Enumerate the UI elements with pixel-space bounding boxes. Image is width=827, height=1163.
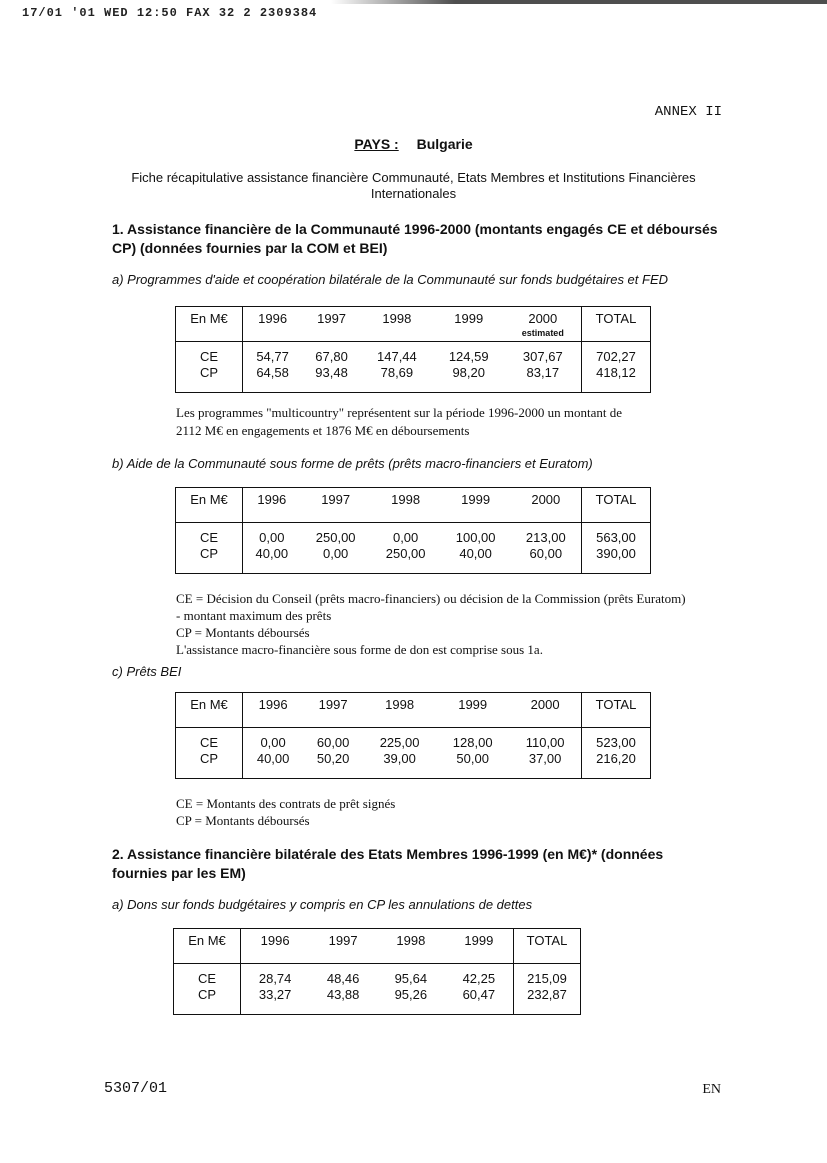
document-subtitle: Fiche récapitulative assistance financière Communauté, Etats Membres et Institutions Financières Internationales	[131, 170, 696, 201]
total-cell: 702,27	[582, 348, 651, 364]
note-multicountry-2: 2112 M€ en engagements et 1876 M€ en déboursements	[176, 423, 470, 438]
table-cell: 67,80	[315, 348, 348, 364]
language-code: EN	[702, 1082, 721, 1097]
row-label: CE	[174, 970, 241, 986]
table-cell: 0,00	[322, 545, 349, 561]
country-label: PAYS :	[354, 136, 399, 152]
table-cell: 60,47	[462, 986, 496, 1002]
table-cell: 28,74	[258, 970, 292, 986]
header-cell: 1997	[309, 929, 377, 964]
table-row	[176, 348, 651, 364]
note-ce-definition: CE = Décision du Conseil (prêts macro-financiers) ou décision de la Commission (prêts Euratom)	[176, 591, 686, 606]
note-cp-definition: CP = Montants déboursés	[176, 625, 310, 640]
country-value: Bulgarie	[416, 136, 473, 152]
table-row	[176, 364, 651, 380]
row-label: CP	[176, 545, 243, 561]
row-label: CE	[176, 734, 243, 750]
header-cell: TOTAL	[514, 929, 581, 964]
header-cell: 1999	[436, 693, 509, 728]
header-cell: 1997	[302, 307, 361, 342]
table-cell: 0,00	[392, 529, 419, 545]
table-cell: 95,26	[394, 986, 428, 1002]
total-cell: 215,09	[514, 970, 581, 986]
header-cell: 1998	[371, 488, 441, 523]
header-cell: TOTAL	[582, 693, 651, 728]
header-cell: En M€	[174, 929, 241, 964]
table-1a	[175, 306, 651, 393]
country-heading	[0, 136, 827, 152]
table-cell: 100,00	[455, 529, 496, 545]
section1b-heading: b) Aide de la Communauté sous forme de prêts (prêts macro-financiers et Euratom)	[112, 456, 593, 471]
table-cell: 42,25	[462, 970, 496, 986]
table-cell: 60,00	[316, 734, 350, 750]
table-cell: 39,00	[383, 750, 416, 766]
table-row	[174, 970, 581, 986]
header-cell: 1996	[243, 693, 304, 728]
header-cell: 1999	[441, 488, 511, 523]
table-cell: 37,00	[528, 750, 562, 766]
header-cell: 1997	[301, 488, 371, 523]
header-year: 2000	[528, 311, 558, 326]
header-cell: En M€	[176, 307, 243, 342]
table-cell: 124,59	[448, 348, 489, 364]
header-cell: 1996	[243, 488, 301, 523]
table-header-row	[176, 488, 651, 523]
total-cell: 418,12	[582, 364, 651, 380]
table-cell: 48,46	[326, 970, 360, 986]
table-cell: 64,58	[256, 364, 289, 380]
row-label: CP	[176, 750, 243, 766]
table-1b	[175, 487, 651, 574]
table-cell: 0,00	[260, 734, 286, 750]
row-label: CE	[176, 529, 243, 545]
table-cell: 33,27	[258, 986, 292, 1002]
document-number: 5307/01	[104, 1080, 168, 1097]
row-label: CP	[176, 364, 243, 380]
table-header-row	[176, 307, 651, 342]
header-cell: 2000	[509, 693, 581, 728]
table-cell: 93,48	[315, 364, 348, 380]
table-cell: 225,00	[379, 734, 420, 750]
table-cell: 50,00	[456, 750, 489, 766]
table-cell: 40,00	[459, 545, 492, 561]
table-2a	[173, 928, 581, 1015]
header-note: estimated	[521, 328, 564, 338]
table-cell: 213,00	[525, 529, 566, 545]
note-ce-loans: CE = Montants des contrats de prêt signés	[176, 796, 396, 811]
header-cell: 1998	[377, 929, 445, 964]
annex-label: ANNEX II	[654, 104, 722, 120]
table-cell: 40,00	[256, 750, 290, 766]
table-row	[176, 529, 651, 545]
header-cell	[505, 307, 582, 342]
total-cell: 232,87	[514, 986, 581, 1002]
header-cell: 1998	[361, 307, 433, 342]
fax-top-border	[0, 0, 827, 4]
header-cell: En M€	[176, 488, 243, 523]
section2a-heading: a) Dons sur fonds budgétaires y compris en CP les annulations de dettes	[112, 897, 533, 912]
table-cell: 250,00	[385, 545, 426, 561]
section1c-heading: c) Prêts BEI	[112, 664, 182, 679]
header-cell: 1996	[241, 929, 310, 964]
header-cell: 1996	[243, 307, 303, 342]
table-header-row	[176, 693, 651, 728]
total-cell: 523,00	[582, 734, 651, 750]
row-label: CP	[174, 986, 241, 1002]
table-cell: 50,20	[316, 750, 350, 766]
table-row	[176, 750, 651, 766]
note-macro-financial: L'assistance macro-financière sous forme de don est comprise sous 1a.	[176, 642, 543, 657]
table-cell: 110,00	[525, 734, 565, 750]
table-cell: 250,00	[315, 529, 356, 545]
table-cell: 83,17	[526, 364, 560, 380]
table-cell: 128,00	[452, 734, 493, 750]
header-cell: 1999	[433, 307, 505, 342]
table-cell: 307,67	[522, 348, 563, 364]
header-cell: 2000	[511, 488, 582, 523]
note-multicountry-1: Les programmes "multicountry" représentent sur la période 1996-2000 un montant de	[176, 405, 622, 420]
total-cell: 216,20	[582, 750, 651, 766]
table-cell: 0,00	[259, 529, 285, 545]
row-label: CE	[176, 348, 243, 364]
table-cell: 40,00	[255, 545, 289, 561]
note-cp-loans: CP = Montants déboursés	[176, 813, 310, 828]
table-row	[174, 986, 581, 1002]
fax-header: 17/01 '01 WED 12:50 FAX 32 2 2309384	[22, 6, 318, 20]
table-cell: 98,20	[452, 364, 485, 380]
table-cell: 78,69	[380, 364, 414, 380]
table-1c	[175, 692, 651, 779]
table-row	[176, 545, 651, 561]
total-cell: 390,00	[582, 545, 651, 561]
section1a-heading: a) Programmes d'aide et coopération bilatérale de la Communauté sur fonds budgétaires et FED	[112, 272, 669, 287]
table-cell: 147,44	[377, 348, 417, 364]
table-cell: 43,88	[326, 986, 360, 1002]
section2-title: 2. Assistance financière bilatérale des Etats Membres 1996-1999 (en M€)* (données fournies par les EM)	[112, 846, 664, 881]
header-cell: 1998	[363, 693, 436, 728]
table-row	[176, 734, 651, 750]
table-cell: 54,77	[256, 348, 289, 364]
header-cell: En M€	[176, 693, 243, 728]
header-cell: TOTAL	[582, 488, 651, 523]
note-ce-maximum: - montant maximum des prêts	[176, 608, 332, 623]
header-cell: 1997	[303, 693, 363, 728]
header-cell: 1999	[445, 929, 514, 964]
section1-title: 1. Assistance financière de la Communauté 1996-2000 (montants engagés CE et déboursés CP) (données fournies par la COM et BEI)	[112, 221, 718, 256]
header-cell: TOTAL	[582, 307, 651, 342]
table-cell: 60,00	[529, 545, 563, 561]
total-cell: 563,00	[582, 529, 651, 545]
table-header-row	[174, 929, 581, 964]
table-cell: 95,64	[394, 970, 428, 986]
